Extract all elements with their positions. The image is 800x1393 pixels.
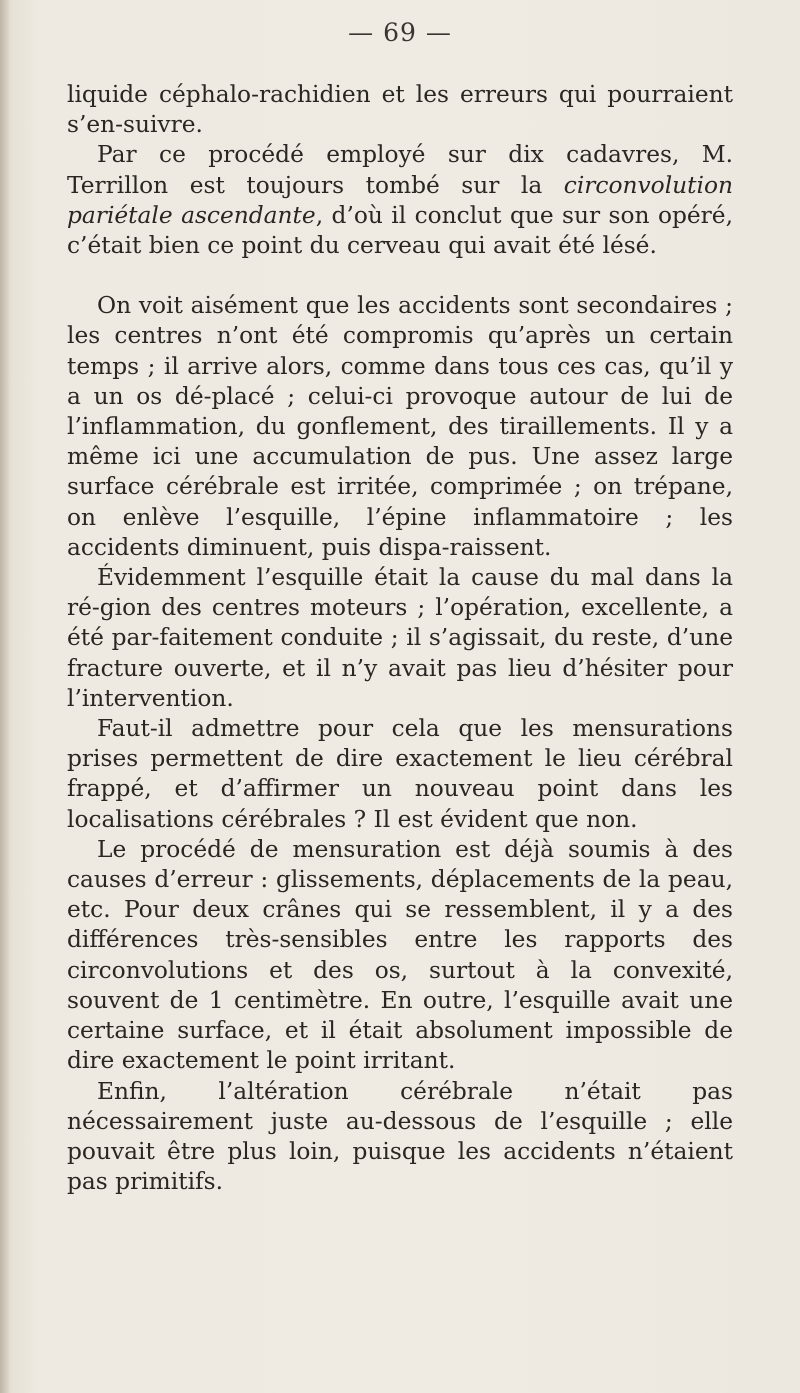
paragraph-2 <box>67 140 733 261</box>
paragraph-4: Évidemment l’esquille était la cause du mal dans la ré-gion des centres moteurs ; l’opération, excellente, a été par-faitement conduite ; il s’agissait, du reste, d’une fracture ouverte, et il n’y avait pas lieu d’hésiter pour l’intervention. <box>67 564 733 712</box>
page-gutter-shadow <box>0 0 10 1393</box>
paragraph-1-continuation: liquide céphalo-rachidien et les erreurs qui pourraient s’en-suivre. <box>67 81 733 139</box>
paragraph-6: Le procédé de mensuration est déjà soumis à des causes d’erreur : glissements, déplacements de la peau, etc. Pour deux crânes qui se ressemblent, il y a des différences très-sensibles entre les rapports des circonvolutions et des os, surtout à la convexité, souvent de 1 centimètre. En outre, l’esquille avait une certaine surface, et il était absolument impossible de dire exactement le point irritant. <box>67 835 733 1075</box>
paragraph-7: Enfin, l’altération cérébrale n’était pas nécessairement juste au-dessous de l’esquille ; elle pouvait être plus loin, puisque les accidents n’étaient pas primitifs. <box>67 1077 733 1196</box>
paragraph-2-start: Par ce procédé employé sur dix cadavres, M. Terrillon est toujours tombé sur la <box>67 141 733 199</box>
paragraph-2-italic-term: circonvolution pariétale ascendante <box>67 171 733 229</box>
paragraph-5: Faut-il admettre pour cela que les mensurations prises permettent de dire exactement le lieu cérébral frappé, et d’affirmer un nouveau point dans les localisations cérébrales ? Il est évident que non. <box>67 715 733 833</box>
paragraph-2-end: , d’où il conclut que sur son opéré, c’était bien ce point du cerveau qui avait été lésé. <box>67 201 733 260</box>
paragraph-3: On voit aisément que les accidents sont secondaires ; les centres n’ont été compromis qu’après un certain temps ; il arrive alors, comme dans tous ces cas, qu’il y a un os dé-placé ; celui-ci provoque autour de lui de l’inflammation, du gonflement, des tiraillements. Il y a même ici une accumulation de pus. Une assez large surface cérébrale est irritée, comprimée ; on trépane, on enlève l’esquille, l’épine inflammatoire ; les accidents diminuent, puis dispa-raissent. <box>67 292 733 561</box>
page-number: — 69 — <box>348 18 452 47</box>
body-text <box>67 80 733 1197</box>
